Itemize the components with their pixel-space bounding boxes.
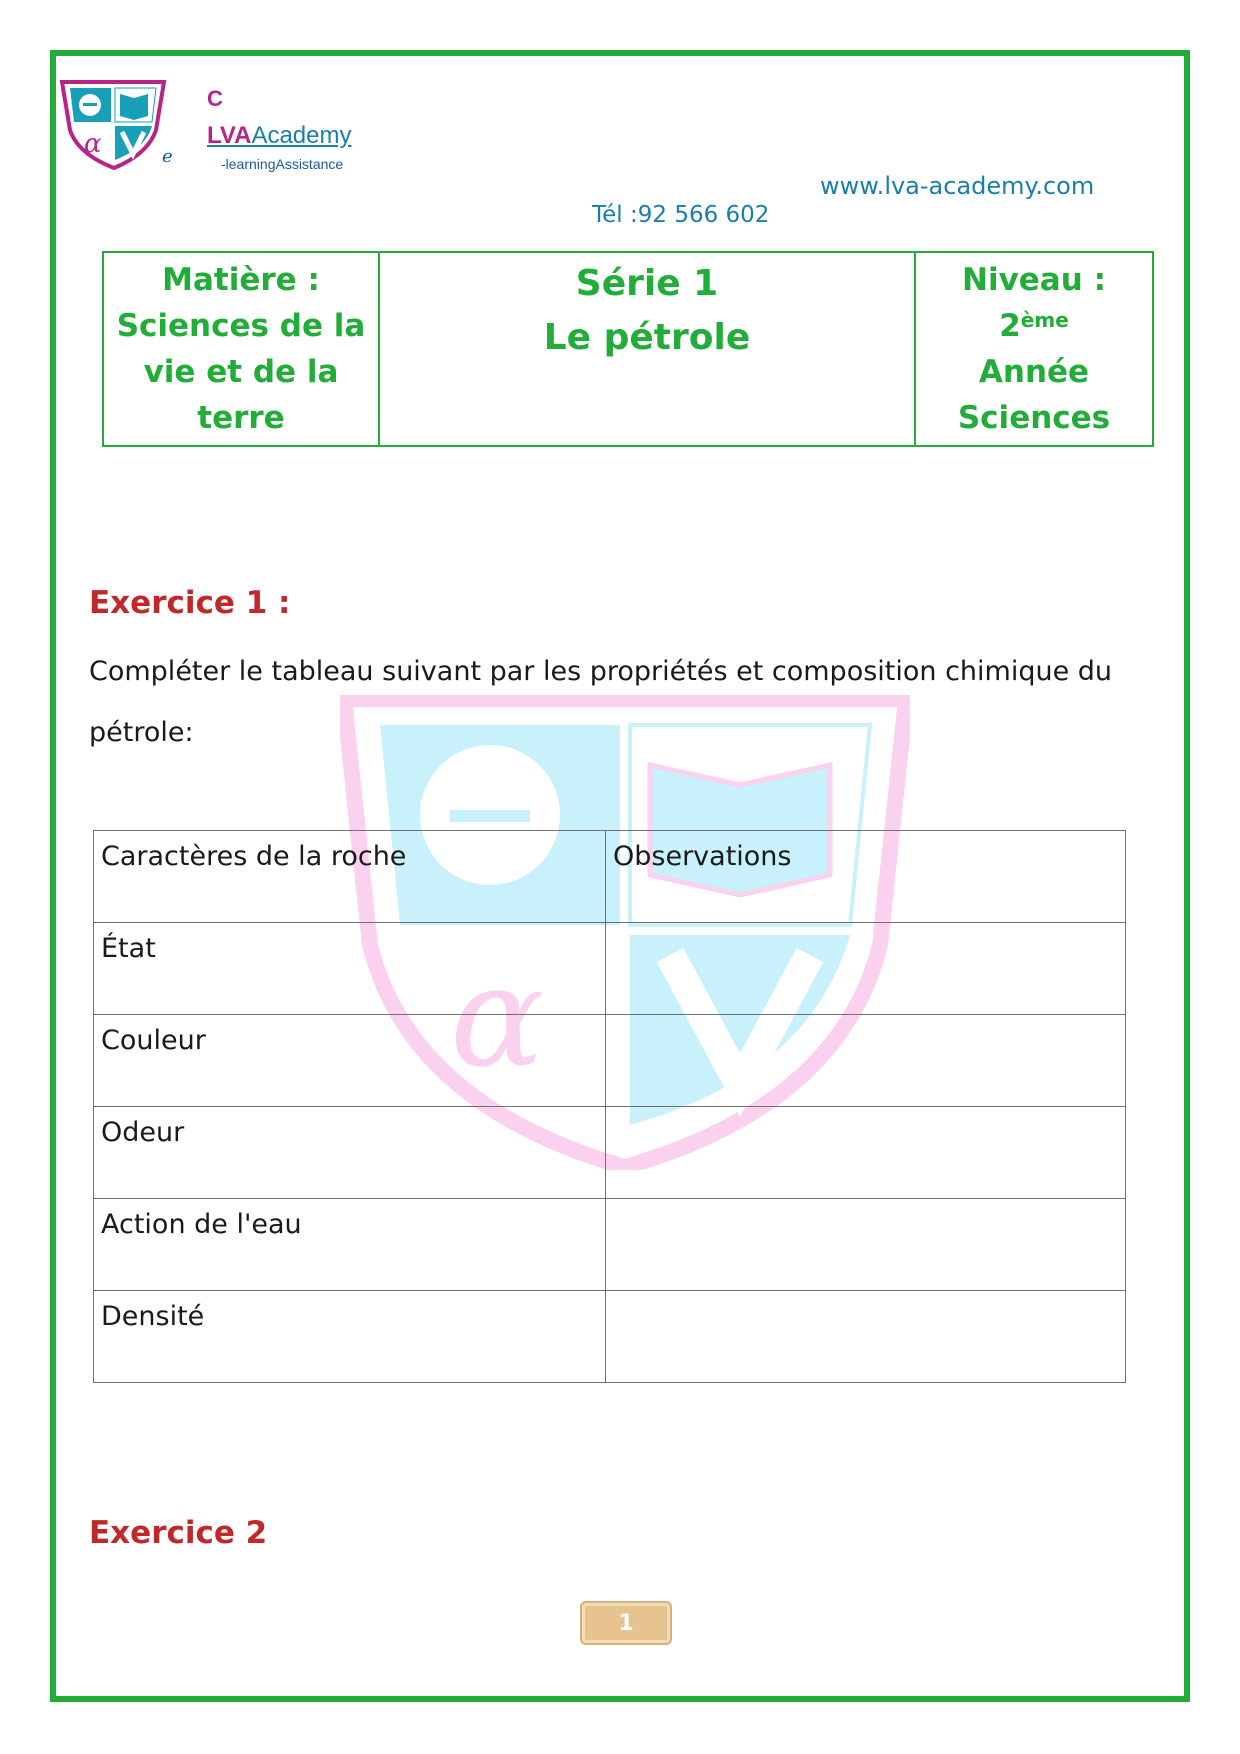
subject-cell	[103, 252, 379, 446]
level-line	[922, 257, 1146, 349]
header-table	[102, 251, 1154, 447]
subject-line: vie et de la	[143, 354, 339, 390]
observation-cell	[606, 1107, 1126, 1199]
level-superscript: ème	[1020, 308, 1069, 332]
observation-cell	[606, 1015, 1126, 1107]
column-header: Caractères de la roche	[94, 831, 606, 923]
brand-name	[207, 122, 351, 150]
logo-letter: e	[162, 146, 173, 167]
properties-table	[93, 830, 1126, 1383]
exercise-2-title: Exercice 2	[89, 1515, 268, 1551]
subject-line: Sciences de la	[116, 308, 366, 344]
brand-tagline: -learningAssistance	[221, 156, 344, 172]
table-row	[94, 923, 1126, 1015]
table-row	[94, 1291, 1126, 1383]
series-topic: Le pétrole	[543, 317, 751, 358]
level-cell	[915, 252, 1153, 446]
property-cell: Odeur	[94, 1107, 606, 1199]
phone-number: Tél :92 566 602	[592, 202, 770, 228]
property-cell: État	[94, 923, 606, 1015]
lva-academy-logo	[58, 78, 168, 170]
exercise-1-instruction: Compléter le tableau suivant par les propriétés et composition chimique du pétrole:	[89, 656, 1113, 748]
subject-line: terre	[197, 400, 285, 436]
table-row	[94, 1107, 1126, 1199]
exercise-1-title: Exercice 1 :	[89, 585, 291, 621]
level-prefix: Niveau : 2	[962, 262, 1106, 344]
level-line: Sciences	[957, 400, 1111, 436]
level-line: Année	[978, 354, 1090, 390]
svg-text:α: α	[84, 129, 102, 159]
brand-name-suffix: Academy	[251, 122, 352, 149]
svg-text:α: α	[450, 936, 545, 1099]
series-number: Série 1	[575, 263, 719, 304]
property-cell: Couleur	[94, 1015, 606, 1107]
series-cell	[379, 252, 915, 446]
brand-letter: C	[207, 86, 223, 111]
subject-line: Matière :	[162, 262, 320, 298]
property-cell: Densité	[94, 1291, 606, 1383]
observation-cell	[606, 923, 1126, 1015]
observation-cell	[606, 1291, 1126, 1383]
website-link[interactable]: www.lva-academy.com	[820, 172, 1095, 200]
table-header-row	[94, 831, 1126, 923]
table-row	[94, 1015, 1126, 1107]
observation-cell	[606, 1199, 1126, 1291]
property-cell: Action de l'eau	[94, 1199, 606, 1291]
table-row	[94, 1199, 1126, 1291]
page-number: 1	[580, 1601, 672, 1645]
column-header: Observations	[606, 831, 1126, 923]
brand-name-prefix: LVA	[207, 122, 252, 149]
